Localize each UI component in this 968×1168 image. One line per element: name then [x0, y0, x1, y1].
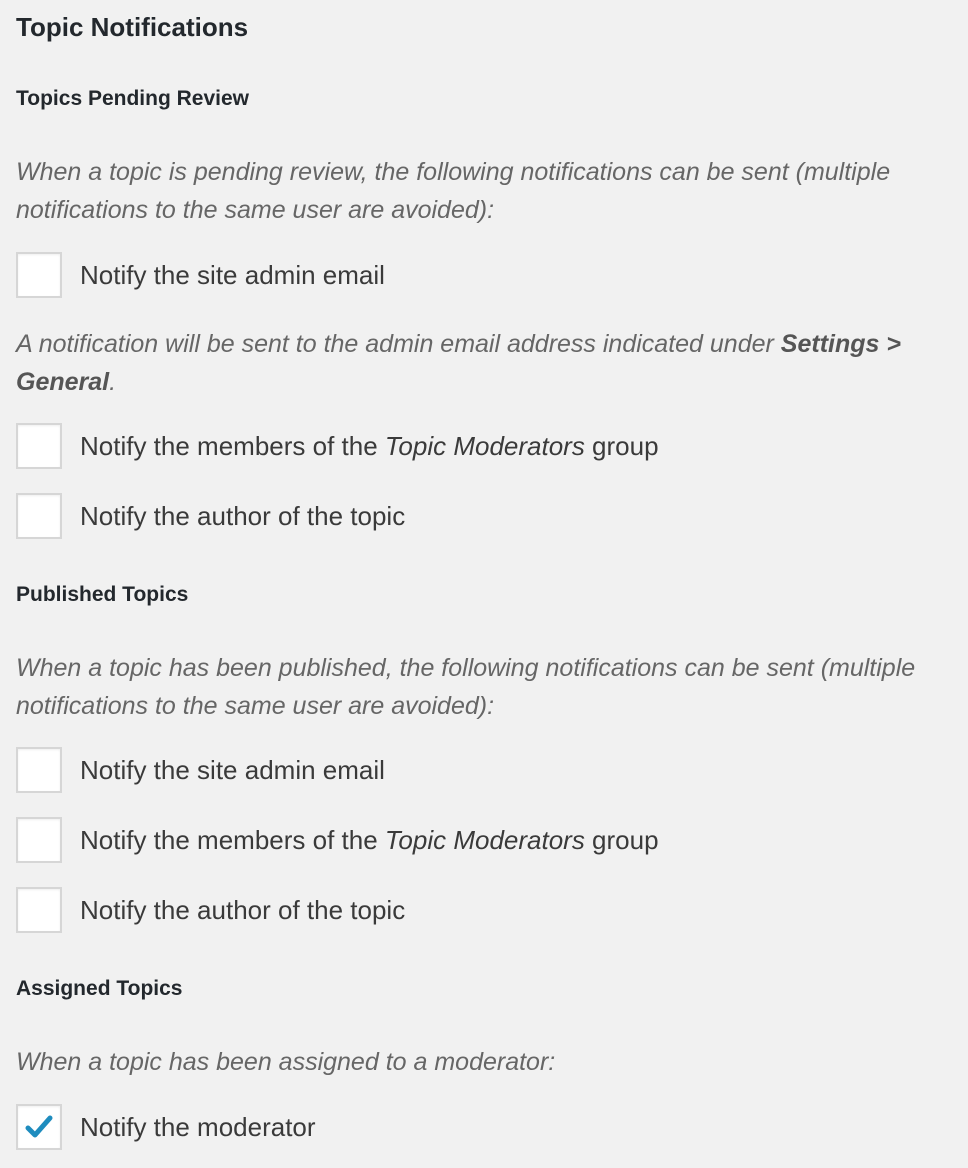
- published-description: When a topic has been published, the following notifications can be sent (multiple notifications to the same user are avoided):: [16, 654, 916, 720]
- published-notify-moderators-label: [80, 823, 659, 857]
- checkmark-icon: [24, 1112, 54, 1142]
- pending-notify-admin-row[interactable]: [16, 250, 385, 300]
- published-notify-admin-label: Notify the site admin email: [80, 755, 385, 785]
- assigned-notify-moderator-label: Notify the moderator: [80, 1112, 316, 1142]
- assigned-notify-moderator-row[interactable]: [16, 1102, 316, 1152]
- published-notify-moderators-row[interactable]: [16, 815, 659, 865]
- admin-note-text: A notification will be sent to the admin email address indicated under: [16, 330, 781, 358]
- moderators-label-prefix: Notify the members of the: [80, 825, 385, 855]
- moderators-label-prefix: Notify the members of the: [80, 431, 385, 461]
- pending-notify-moderators-row[interactable]: [16, 421, 659, 471]
- moderators-group-name: Topic Moderators: [384, 825, 585, 855]
- pending-notify-author-label: Notify the author of the topic: [80, 501, 406, 531]
- published-notify-admin-row[interactable]: [16, 745, 385, 795]
- pending-notify-author-checkbox[interactable]: [16, 493, 62, 539]
- pending-notify-moderators-label: [80, 429, 659, 463]
- settings-general-link[interactable]: Settings > General: [16, 330, 901, 396]
- moderators-group-name: Topic Moderators: [384, 431, 585, 461]
- published-notify-moderators-checkbox[interactable]: [16, 817, 62, 863]
- published-notify-author-checkbox[interactable]: [16, 887, 62, 933]
- page-title: Topic Notifications: [16, 12, 249, 42]
- moderators-label-suffix: group: [584, 431, 659, 461]
- assigned-description: When a topic has been assigned to a moderator:: [16, 1048, 556, 1076]
- published-heading: Published Topics: [16, 583, 189, 606]
- pending-notify-moderators-checkbox[interactable]: [16, 423, 62, 469]
- published-notify-admin-checkbox[interactable]: [16, 747, 62, 793]
- published-notify-author-label: Notify the author of the topic: [80, 895, 406, 925]
- admin-note-suffix: .: [109, 368, 117, 396]
- assigned-notify-moderator-checkbox[interactable]: [16, 1104, 62, 1150]
- assigned-heading: Assigned Topics: [16, 977, 183, 1000]
- moderators-label-suffix: group: [584, 825, 659, 855]
- pending-description: When a topic is pending review, the following notifications can be sent (multiple notifications to the same user are avoided):: [16, 158, 891, 224]
- pending-notify-author-row[interactable]: [16, 491, 405, 541]
- pending-notify-admin-checkbox[interactable]: [16, 252, 62, 298]
- pending-admin-note: [16, 325, 956, 401]
- pending-heading: Topics Pending Review: [16, 87, 249, 110]
- published-notify-author-row[interactable]: [16, 885, 405, 935]
- pending-notify-admin-label: Notify the site admin email: [80, 260, 385, 290]
